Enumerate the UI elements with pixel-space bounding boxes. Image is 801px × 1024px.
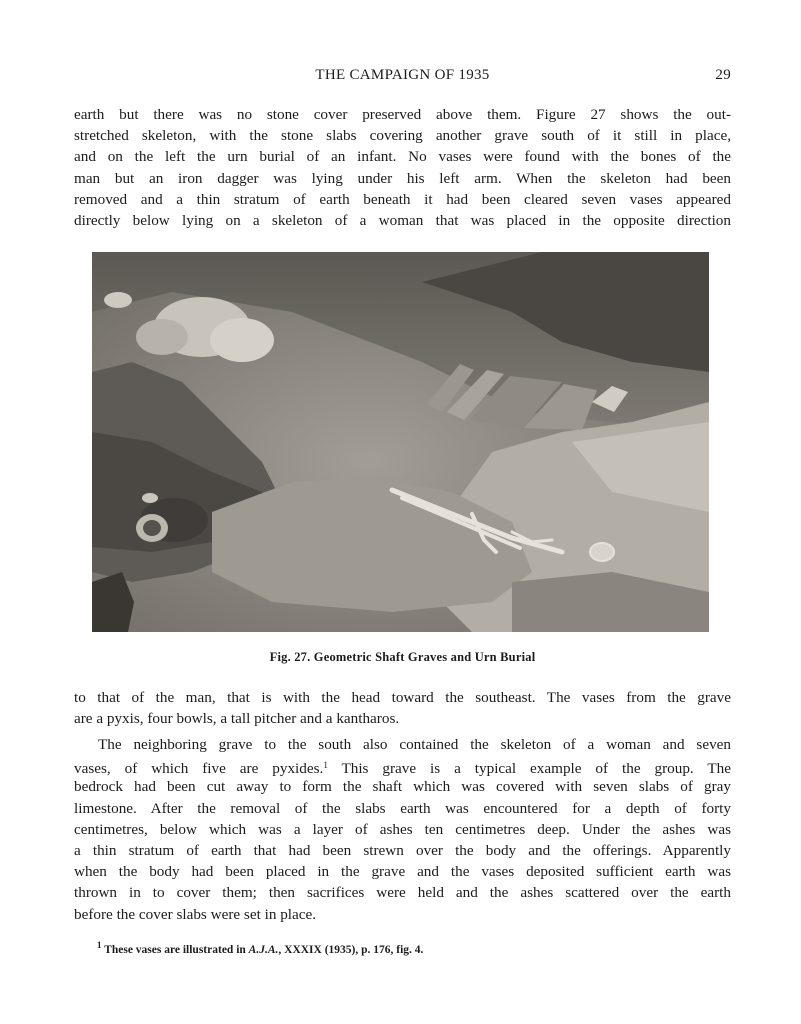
text-line: The neighboring grave to the south also contained the skeleton of a woman and seven	[98, 736, 731, 753]
line-text: This grave is a typical example of the group. The	[327, 760, 731, 778]
text-line: when the body had been placed in the grave and the vases deposited sufficient earth was	[74, 863, 731, 881]
text-line: bedrock had been cut away to form the shaft which was covered with seven slabs of gray	[74, 778, 731, 796]
text-line: centimetres, below which was a layer of ashes ten centimetres deep. Under the ashes was	[74, 820, 731, 838]
photo-illustration	[92, 252, 709, 632]
paragraph-1	[74, 104, 731, 231]
text-line: are a pyxis, four bowls, a tall pitcher and a kantharos.	[74, 710, 400, 728]
text-line: and on the left the urn burial of an infant. No vases were found with the bones of the	[74, 148, 731, 166]
footnote-text: These vases are illustrated in	[101, 944, 249, 956]
footnote-marker: 1	[97, 940, 102, 950]
text-line: to that of the man, that is with the head toward the southeast. The vases from the grave	[74, 689, 731, 706]
line-text: vases, of which five are pyxides.	[74, 760, 324, 778]
text-line: man but an iron dagger was lying under his left arm. When the skeleton had been	[74, 169, 731, 187]
running-head-title: THE CAMPAIGN OF 1935	[315, 67, 490, 83]
paragraph-3	[74, 734, 731, 925]
footnote-journal: A.J.A.	[248, 944, 279, 956]
text-line: thrown in to cover them; then sacrifices were held and the ashes scattered over the earth	[74, 884, 731, 902]
text-line: directly below lying on a skeleton of a woman that was placed in the opposite direction	[74, 211, 731, 229]
footnote-reference: 1	[323, 760, 328, 771]
paragraph-2	[74, 687, 731, 729]
text-line: a thin stratum of earth that had been strewn over the body and the offerings. Apparently	[74, 841, 731, 859]
footnote-text: , XXXIX (1935), p. 176, fig. 4.	[278, 944, 424, 956]
figure-caption: Fig. 27. Geometric Shaft Graves and Urn Burial	[269, 650, 536, 664]
text-line	[74, 755, 731, 776]
text-line: removed and a thin stratum of earth beneath it had been cleared seven vases appeared	[74, 190, 731, 208]
text-line: before the cover slabs were set in place.	[74, 905, 317, 923]
text-line: stretched skeleton, with the stone slabs covering another grave south of it still in place,	[74, 127, 731, 145]
text-line: limestone. After the removal of the slabs earth was encountered for a depth of forty	[74, 799, 731, 817]
footnote	[97, 940, 423, 956]
excavation-photograph	[92, 252, 709, 632]
page-number: 29	[715, 67, 731, 83]
text-line: earth but there was no stone cover preserved above them. Figure 27 shows the out-	[74, 106, 731, 123]
